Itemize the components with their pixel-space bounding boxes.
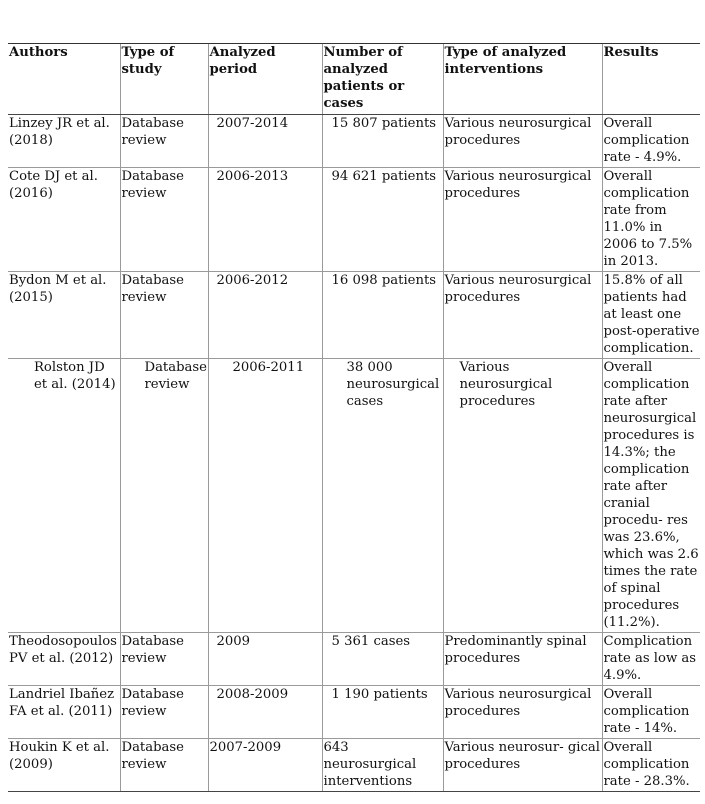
period-cell: 2006-2011 bbox=[208, 359, 322, 633]
results-cell: Overall complication rate from 11.0% in 2006 to 7.5% in 2013. bbox=[602, 168, 700, 272]
table-row bbox=[8, 633, 700, 686]
table-body bbox=[8, 115, 700, 792]
header-number-analyzed: Number of analyzed patients or cases bbox=[322, 44, 443, 115]
header-type-of-study: Type of study bbox=[120, 44, 208, 115]
period-cell: 2006-2012 bbox=[208, 272, 322, 359]
author-cell: Linzey JR et al. (2018) bbox=[8, 115, 120, 168]
table-row bbox=[8, 115, 700, 168]
table-row bbox=[8, 739, 700, 792]
interventions-cell: Various neurosurgical procedures bbox=[443, 686, 602, 739]
table-row bbox=[8, 272, 700, 359]
header-results: Results bbox=[602, 44, 700, 115]
period-cell: 2006-2013 bbox=[208, 168, 322, 272]
count-cell: 94 621 patients bbox=[322, 168, 443, 272]
period-cell: 2008-2009 bbox=[208, 686, 322, 739]
period-cell: 2009 bbox=[208, 633, 322, 686]
results-cell: 15.8% of all patients had at least one post-operative complication. bbox=[602, 272, 700, 359]
study-type-cell: Database review bbox=[120, 272, 208, 359]
author-cell: Houkin K et al. (2009) bbox=[8, 739, 120, 792]
study-type-cell: Database review bbox=[120, 686, 208, 739]
interventions-cell: Various neurosur- gical procedures bbox=[443, 739, 602, 792]
results-cell: Overall complication rate - 28.3%. bbox=[602, 739, 700, 792]
count-cell: 15 807 patients bbox=[322, 115, 443, 168]
literature-table bbox=[8, 43, 700, 792]
study-type-cell: Database review bbox=[120, 168, 208, 272]
period-cell: 2007-2014 bbox=[208, 115, 322, 168]
count-cell: 16 098 patients bbox=[322, 272, 443, 359]
count-cell: 1 190 patients bbox=[322, 686, 443, 739]
study-type-cell: Database review bbox=[120, 633, 208, 686]
study-type-cell: Database review bbox=[120, 739, 208, 792]
table-header bbox=[8, 44, 700, 115]
interventions-cell: Various neurosurgical procedures bbox=[443, 115, 602, 168]
header-interventions: Type of analyzed interventions bbox=[443, 44, 602, 115]
count-cell: 643 neurosurgical interventions bbox=[322, 739, 443, 792]
interventions-cell: Various neurosurgical procedures bbox=[443, 272, 602, 359]
count-cell: 5 361 cases bbox=[322, 633, 443, 686]
header-analyzed-period: Analyzed period bbox=[208, 44, 322, 115]
results-cell: Overall complication rate - 14%. bbox=[602, 686, 700, 739]
table-row bbox=[8, 359, 700, 633]
results-cell: Overall complication rate - 4.9%. bbox=[602, 115, 700, 168]
results-cell: Overall complication rate after neurosurgical procedures is 14.3%; the complication rate after cranial procedu- res was 23.6%, which was 2.6 times the rate of spinal procedures (11.2%). bbox=[602, 359, 700, 633]
author-cell: Cote DJ et al. (2016) bbox=[8, 168, 120, 272]
author-cell: Rolston JD et al. (2014) bbox=[8, 359, 120, 633]
interventions-cell: Various neurosurgical procedures bbox=[443, 168, 602, 272]
author-cell: Bydon M et al. (2015) bbox=[8, 272, 120, 359]
table-row bbox=[8, 168, 700, 272]
author-cell: Landriel Ibañez FA et al. (2011) bbox=[8, 686, 120, 739]
header-authors: Authors bbox=[8, 44, 120, 115]
study-type-cell: Database review bbox=[120, 115, 208, 168]
table-row bbox=[8, 686, 700, 739]
period-cell: 2007-2009 bbox=[208, 739, 322, 792]
interventions-cell: Various neurosurgical procedures bbox=[443, 359, 602, 633]
interventions-cell: Predominantly spinal procedures bbox=[443, 633, 602, 686]
author-cell: Theodosopoulos PV et al. (2012) bbox=[8, 633, 120, 686]
study-type-cell: Database review bbox=[120, 359, 208, 633]
results-cell: Complication rate as low as 4.9%. bbox=[602, 633, 700, 686]
count-cell: 38 000 neurosurgical cases bbox=[322, 359, 443, 633]
header-row bbox=[8, 44, 700, 115]
